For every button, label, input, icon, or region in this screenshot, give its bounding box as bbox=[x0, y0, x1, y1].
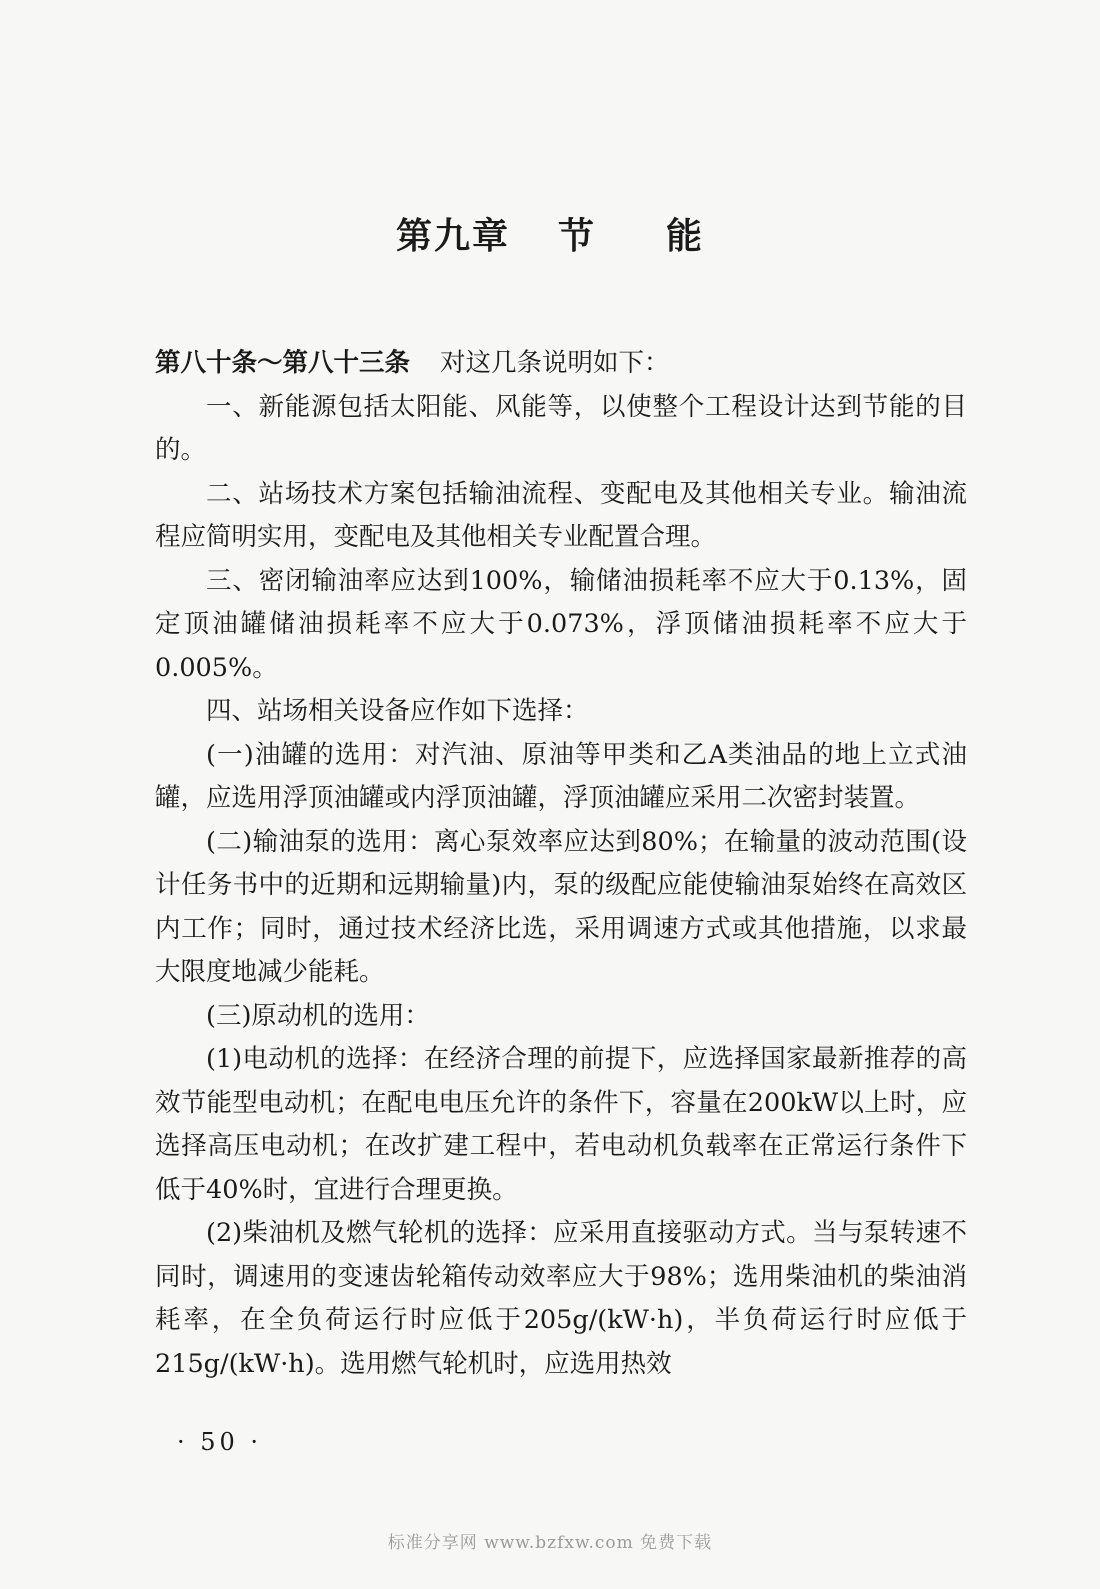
article-heading: 第八十条～第八十三条 bbox=[155, 348, 411, 378]
chapter-number: 第九章 bbox=[395, 216, 510, 257]
paragraph: (2)柴油机及燃气轮机的选择：应采用直接驱动方式。当与泵转速不同时，调速用的变速齿轮箱传动效率应大于98%；选用柴油机的柴油消耗率，在全负荷运行时应低于205g/(kW·h)，半负荷运行时应低于215g/(kW·h)。选用燃气轮机时，应选用热效 bbox=[155, 1218, 967, 1379]
footer-watermark: 标准分享网 www.bzfxw.com 免费下载 bbox=[387, 1533, 713, 1553]
page-number: · 50 · bbox=[177, 1428, 263, 1456]
paragraph: 四、站场相关设备应作如下选择： bbox=[206, 696, 589, 726]
paragraph: (1)电动机的选择：在经济合理的前提下，应选择国家最新推荐的高效节能型电动机；在配电电压允许的条件下，容量在200kW以上时，应选择高压电动机；在改扩建工程中，若电动机负载率在正常运行条件下低于40%时，宜进行合理更换。 bbox=[155, 1044, 967, 1205]
paragraph: (一)油罐的选用：对汽油、原油等甲类和乙A类油品的地上立式油罐，应选用浮顶油罐或内浮顶油罐，浮顶油罐应采用二次密封装置。 bbox=[155, 739, 967, 813]
paragraph: 三、密闭输油率应达到100%，输储油损耗率不应大于0.13%，固定顶油罐储油损耗率不应大于0.073%，浮顶储油损耗率不应大于0.005%。 bbox=[155, 565, 967, 683]
chapter-title-char-1: 节 bbox=[557, 216, 596, 257]
paragraph: (三)原动机的选用： bbox=[206, 1000, 430, 1031]
body-text bbox=[155, 342, 967, 1386]
paragraph: (二)输油泵的选用：离心泵效率应达到80%；在输量的波动范围(设计任务书中的近期和远期输量)内，泵的级配应能使输油泵始终在高效区内工作；同时，通过技术经济比选，采用调速方式或其他措施，以求最大限度地减少能耗。 bbox=[155, 826, 967, 987]
chapter-title bbox=[0, 208, 1100, 259]
chapter-title-char-2: 能 bbox=[666, 216, 705, 257]
article-heading-line bbox=[155, 342, 967, 386]
paragraph: 一、新能源包括太阳能、风能等，以使整个工程设计达到节能的目的。 bbox=[155, 391, 967, 465]
article-intro: 对这几条说明如下： bbox=[440, 348, 670, 378]
paragraph: 二、站场技术方案包括输油流程、变配电及其他相关专业。输油流程应简明实用，变配电及其他相关专业配置合理。 bbox=[155, 478, 967, 552]
